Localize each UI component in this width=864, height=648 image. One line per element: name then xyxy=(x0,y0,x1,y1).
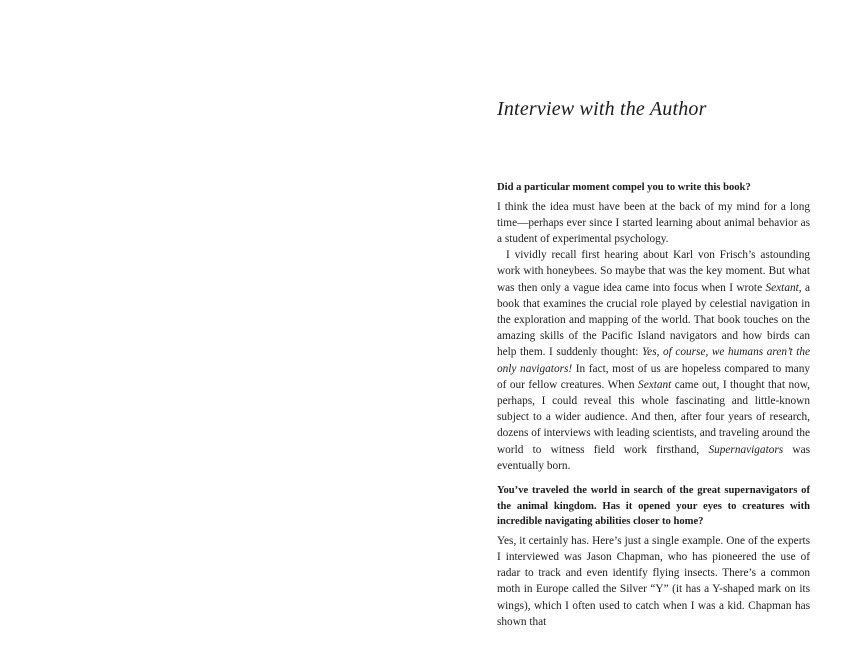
answer-2-paragraph-1: Yes, it certainly has. Here’s just a single example. One of the experts I interviewed was Jason Chapman, who has pioneered the use of radar to track and even identify flying insects. There’s a common moth in Europe called the Silver “Y” (it has a Y-shaped mark on its wings), which I often used to catch when I was a kid. Chapman has shown that xyxy=(497,534,810,628)
question-1: Did a particular moment compel you to write this book? xyxy=(497,182,751,193)
italic-thought: Yes, of course, we humans aren’t the only navigators! xyxy=(497,346,811,375)
book-title-sextant: Sextant xyxy=(765,281,799,294)
answer-1 xyxy=(497,199,810,474)
book-title-sextant: Sextant xyxy=(638,378,672,391)
book-title-supernavigators: Supernavigators xyxy=(708,443,784,456)
right-page xyxy=(432,0,864,648)
answer-text: came out, I thought that now, perhaps, I could reveal this whole fascinating and little-known subject to a wider audience. And then, after four years of research, dozens of interviews with leading scientists, and traveling around the world to witness field work firsthand, xyxy=(497,378,810,456)
answer-text: I vividly recall first hearing about Karl von Frisch’s astounding work with honeybees. So maybe that was the key moment. But what was then only a vague idea came into focus when I wrote xyxy=(497,249,810,294)
answer-text: In fact, most of us are hopeless compared to many of our fellow creatures. When xyxy=(497,362,810,391)
answer-2 xyxy=(497,533,810,630)
answer-text: , a book that examines the crucial role played by celestial navigation in the exploration and mapping of the world. That book touches on the amazing skills of the Pacific Island navigators and how birds can help them. I suddenly thought: xyxy=(497,281,811,359)
answer-1-paragraph-2 xyxy=(497,247,810,474)
chapter-title: Interview with the Author xyxy=(497,98,707,120)
answer-text: was eventually born. xyxy=(497,443,810,472)
interview-body xyxy=(497,180,810,630)
question-2: You’ve traveled the world in search of the great supernavigators of the animal kingdom. Has it opened your eyes to creatures with incredible navigating abilities closer to home? xyxy=(497,485,810,528)
answer-1-paragraph-1: I think the idea must have been at the back of my mind for a long time—perhaps ever since I started learning about animal behavior as a student of experimental psychology. xyxy=(497,200,810,245)
section-gap xyxy=(497,474,810,483)
